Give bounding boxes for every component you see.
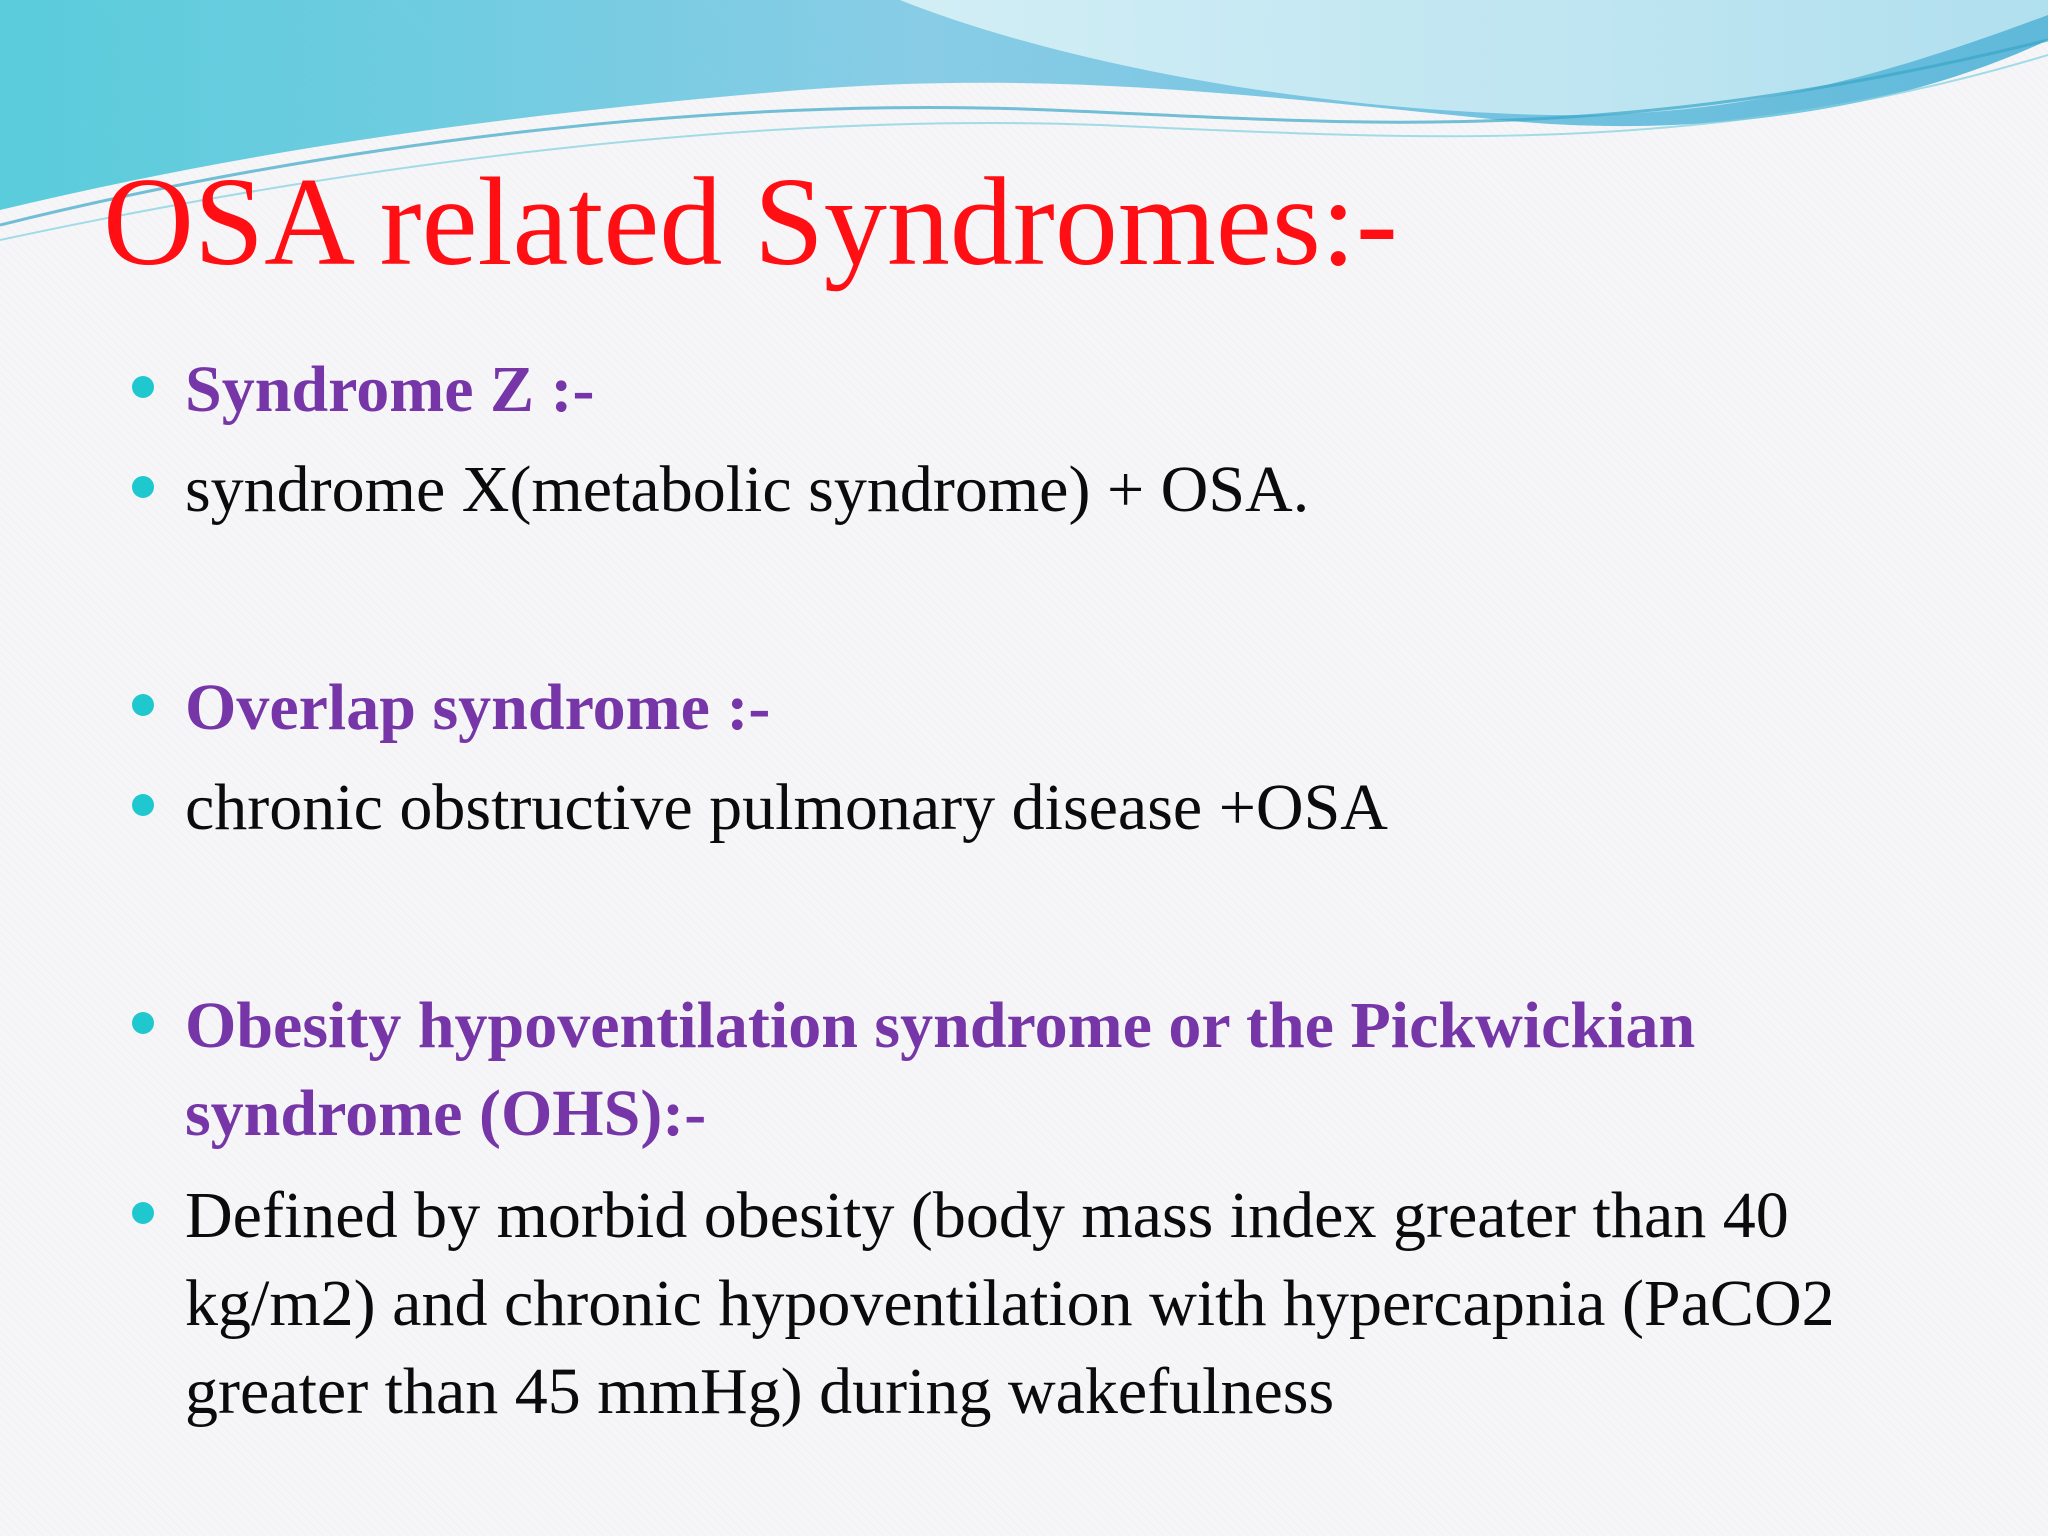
bullet-text: chronic obstructive pulmonary disease +OSA — [185, 771, 1388, 844]
bullet-overlap-syndrome — [185, 664, 1945, 752]
bullet-dot-icon — [132, 1202, 154, 1224]
bullet-dot-icon — [132, 476, 154, 498]
bullet-overlap-definition — [185, 764, 1945, 852]
bullet-dot-icon — [132, 1012, 154, 1034]
bullet-syndrome-z-definition — [185, 446, 1945, 534]
bullet-ohs — [185, 982, 1945, 1158]
bullet-dot-icon — [132, 376, 154, 398]
bullet-text: syndrome X(metabolic syndrome) + OSA. — [185, 453, 1310, 526]
bullet-ohs-definition — [185, 1172, 1945, 1436]
slide-title: OSA related Syndromes:- — [103, 153, 1398, 292]
bullet-dot-icon — [132, 694, 154, 716]
bullet-syndrome-z — [185, 346, 1945, 434]
bullet-text: Syndrome Z :- — [185, 353, 595, 426]
bullet-dot-icon — [132, 794, 154, 816]
bullet-text: Defined by morbid obesity (body mass index greater than 40 kg/m2) and chronic hypoventilation with hypercapnia (PaCO2 greater than 45 mmHg) during wakefulness — [185, 1179, 1835, 1428]
bullet-text: Overlap syndrome :- — [185, 671, 771, 744]
bullet-text: Obesity hypoventilation syndrome or the Pickwickian syndrome (OHS):- — [185, 989, 1696, 1150]
